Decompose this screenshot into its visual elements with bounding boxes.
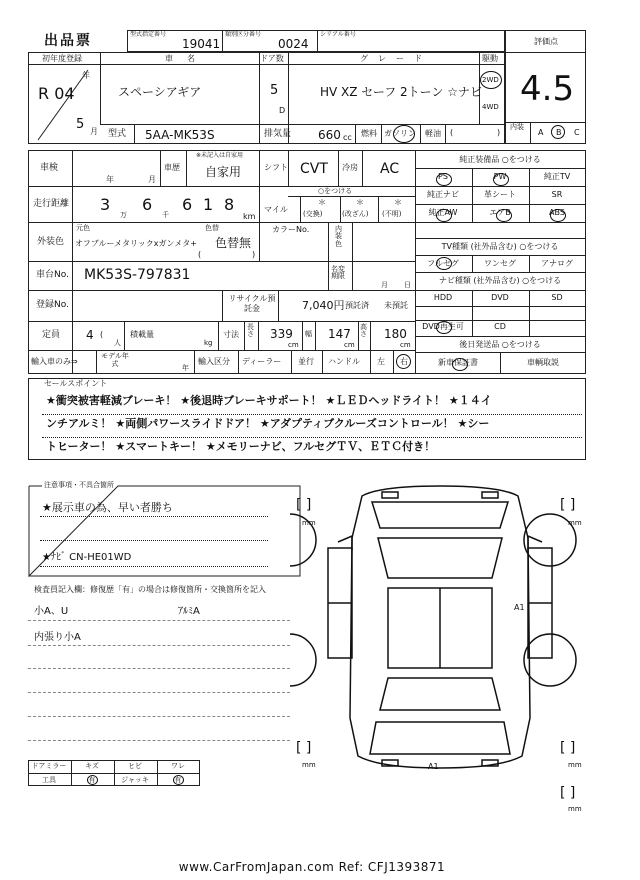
sales-label: セールスポイント	[44, 379, 108, 388]
equip-later-1: 車輌取説	[527, 358, 559, 367]
equip-row1-1: PW	[493, 172, 507, 181]
tool-h-3: ワレ	[171, 762, 185, 770]
mm-fr: mm	[568, 519, 582, 527]
abs-circle	[550, 209, 566, 222]
interior-c: C	[574, 128, 580, 137]
aw-circle	[436, 209, 452, 222]
import-label: 輸入車のみ⇒	[31, 357, 78, 366]
handle-right: 右	[400, 357, 408, 366]
recycle-paid: 預託済	[345, 301, 369, 310]
fuel-gasoline: ガソリン	[384, 129, 416, 138]
later-title: 後日発送品 ○をつける	[459, 340, 541, 349]
width-label: 幅	[305, 330, 312, 338]
sales-line-1: ★衝突被害軽減ブレーキ！ ★後退時ブレーキサポート！ ★ＬＥＤヘッドライト！ ★１４イ	[46, 394, 492, 407]
reg-no-label: 登録No.	[36, 300, 69, 310]
equip-row1-2: 純正TV	[543, 172, 571, 181]
car-name: スペーシアギア	[118, 85, 202, 99]
recycle-unpaid: 未預託	[384, 301, 408, 310]
mm-rr: mm	[568, 761, 582, 769]
import-parallel: 並行	[298, 357, 314, 366]
sheet-title: 出品票	[44, 33, 92, 49]
serial-label: シリアル番号	[320, 31, 356, 38]
car-diagram	[290, 478, 590, 778]
equip-nav1-2: SD	[551, 293, 563, 302]
shift: CVT	[300, 161, 328, 177]
mileage-digit: 6	[142, 195, 153, 214]
equip-tv-2: アナログ	[541, 259, 573, 268]
drive-4wd: 4WD	[482, 103, 499, 111]
tool-h-0: ドアミラー	[31, 762, 67, 770]
interior-label: 内装	[510, 123, 524, 131]
height-unit: cm	[400, 341, 411, 349]
equip-row1-0: PS	[438, 172, 448, 181]
score-label: 評価点	[534, 37, 558, 46]
recycle-amount: 7,040円	[302, 299, 345, 312]
width: 147	[328, 327, 351, 341]
car-name-label: 車名	[165, 54, 209, 63]
equip-later-0: 新車保証書	[438, 358, 478, 367]
interior-color-label: 内装色	[335, 225, 342, 248]
model-year-label: モデル年式	[101, 352, 129, 369]
length-label: 長さ	[247, 323, 254, 339]
mileage-digit: 1	[203, 195, 214, 214]
door-d: D	[279, 106, 286, 115]
inspection-year: 年	[106, 175, 114, 184]
equip-tv-0: フルセグ	[427, 259, 459, 268]
sales-line-2: ンチアルミ！ ★両側パワースライドドア！ ★アダプティブクルーズコントロール！ ★シー	[46, 417, 490, 430]
fuel-label: 燃料	[361, 129, 377, 138]
name-change-label: 名変期限	[331, 265, 345, 281]
equip-tv-1: ワンセグ	[484, 259, 516, 268]
usage-label: 車歴	[164, 163, 180, 172]
tool-r-3: 有	[174, 776, 182, 784]
equip-nav2-1: CD	[494, 322, 506, 331]
height-label: 高さ	[360, 323, 367, 339]
mileage-label: 走行距離	[33, 199, 70, 209]
doors-label: ドア数	[260, 54, 284, 63]
tool-r-0: 工具	[42, 776, 56, 784]
inspector-label: 検査員記入欄：修復歴「有」の場合は修復箇所・交換箇所を記入	[34, 585, 266, 594]
fullseg-circle	[436, 257, 452, 270]
name-change-month: 月	[381, 281, 388, 289]
mileage-altered: (改ざん)	[342, 210, 369, 218]
fuel-circle	[393, 125, 415, 143]
shift-label: シフト	[264, 163, 288, 172]
usage-note: ※未記入は自家用	[196, 152, 244, 159]
pw-circle	[493, 173, 509, 186]
mileage-unknown: (不明)	[382, 210, 402, 218]
vehicle-type: 5AA-MK53S	[145, 128, 215, 142]
repaint: 色替無	[215, 236, 252, 250]
mileage-sen: 千	[162, 211, 169, 219]
equip-nav1-1: DVD	[491, 293, 509, 302]
note-line-1: ★展示車の為、早い者勝ち	[42, 501, 173, 514]
drive-label: 駆動	[482, 54, 498, 63]
usage: 自家用	[205, 165, 242, 179]
equip-row3-0: 純正AW	[428, 208, 458, 217]
equip-row2-1: 革シート	[484, 190, 516, 199]
nav-title: ナビ種類 (社外品含む) ○をつける	[438, 276, 562, 285]
mm-fl: mm	[302, 519, 316, 527]
name-change-day: 日	[404, 281, 411, 289]
tool-circle	[87, 775, 98, 785]
inspection-month: 月	[148, 175, 156, 184]
first-reg-month: 5	[76, 117, 85, 132]
mileage-circle-note: ○をつける	[318, 187, 353, 195]
drive-2wd-circle	[480, 71, 502, 89]
handle-right-circle	[396, 354, 411, 369]
first-reg-era: R 04	[38, 84, 75, 103]
notes-frame	[28, 480, 302, 578]
equip-nav1-0: HDD	[433, 293, 453, 302]
vin-label: 車台No.	[36, 270, 69, 280]
dims-label: 寸法	[223, 330, 239, 339]
handle-left: 左	[377, 357, 385, 366]
door-count: 5	[270, 83, 279, 98]
equip-row2-2: SR	[551, 190, 563, 199]
load-unit: kg	[204, 339, 213, 347]
year-unit: 年	[82, 71, 90, 80]
equip-row3-2: ABS	[549, 208, 565, 217]
orig-color-label: 元色	[76, 224, 90, 232]
model-no-label: 型式指定番号	[130, 31, 167, 38]
ps-circle	[436, 173, 452, 186]
dvd-circle	[436, 321, 452, 334]
recycle-label: リサイクル預託金	[228, 294, 276, 313]
equip-row2-0: 純正ナビ	[427, 190, 459, 199]
interior-circle	[551, 125, 565, 139]
height: 180	[384, 327, 407, 341]
note-line-3: ★ﾅﾋﾞ CN-HE01WD	[42, 552, 132, 563]
load-label: 積載量	[130, 330, 154, 339]
type-label: 型式	[108, 129, 127, 139]
grade-label: グレード	[360, 54, 432, 63]
mileage-digit: 3	[100, 195, 111, 214]
mileage-digit: 6	[182, 195, 193, 214]
mm-spare: mm	[568, 805, 582, 813]
miles-label: マイル	[264, 205, 288, 214]
capacity-unit: 人	[114, 339, 121, 347]
damage-a1-rear: A1	[428, 762, 439, 771]
mileage-km: km	[243, 212, 256, 221]
tool-h-1: キズ	[85, 762, 99, 770]
footer-ref: www.CarFromJapan.com Ref: CFJ1393871	[178, 860, 446, 874]
repaint-label: 色替	[205, 224, 219, 232]
ac: AC	[380, 161, 400, 177]
color-label: 外装色	[37, 237, 65, 247]
class-no-label: 類別区分番号	[225, 31, 262, 38]
interior-a: A	[538, 128, 544, 137]
fuel-diesel: 軽油	[425, 129, 441, 138]
length-unit: cm	[288, 341, 299, 349]
mileage-exchanged: (交換)	[303, 210, 323, 218]
tv-title: TV種類 (社外品含む) ○をつける	[441, 242, 559, 251]
mileage-man: 万	[120, 211, 127, 219]
displacement-label: 排気量	[264, 129, 292, 139]
handle-label: ハンドル	[328, 357, 360, 366]
notes-label: 注意事項・不具合箇所	[44, 481, 114, 489]
model-no: 19041	[182, 37, 221, 51]
interior-b: B	[556, 128, 562, 137]
sales-line-3: トヒーター！ ★スマートキー！ ★メモリーナビ、フルセグＴＶ、ＥＴＣ付き！	[46, 440, 436, 453]
equip-nav2-0: DVD再生可	[422, 322, 464, 331]
damage-a1-side: A1	[514, 603, 525, 612]
color-no-label: カラーNo.	[272, 225, 310, 234]
jack-circle	[173, 775, 184, 785]
inspector-note-2: 内張り小A	[34, 632, 81, 643]
displacement: 660	[318, 128, 341, 142]
drive-2wd: 2WD	[482, 76, 499, 84]
grade: HV XZ セーフ 2トーン ☆ナビ	[320, 85, 483, 99]
import-class-label: 輸入区分	[198, 357, 230, 366]
airbag-circle	[496, 209, 512, 222]
disp-unit: cc	[343, 133, 352, 142]
class-no: 0024	[278, 37, 309, 51]
tool-r-2: ジャッキ	[121, 776, 149, 784]
first-reg-label: 初年度登録	[42, 54, 82, 63]
inspector-note-1b: ｱﾙﾐA	[178, 606, 200, 617]
equip-row3-1: エアB	[489, 208, 511, 217]
import-dealer: ディーラー	[242, 357, 282, 366]
length: 339	[270, 327, 293, 341]
tool-r-1: 有	[88, 776, 96, 784]
orig-color: オフブルーメタリックxガンメタ+	[75, 239, 197, 248]
mm-rl: mm	[302, 761, 316, 769]
score-value: 4.5	[520, 69, 575, 109]
ac-label: 冷房	[342, 163, 358, 172]
inspector-note-1: 小A、U	[34, 606, 69, 617]
warranty-circle	[452, 358, 468, 371]
capacity: 4	[86, 328, 94, 342]
vin: MK53S-797831	[84, 267, 191, 283]
mileage-digit: 8	[224, 195, 235, 214]
capacity-label: 定員	[42, 330, 61, 340]
equipment-title: 純正装備品 ○をつける	[459, 155, 541, 164]
inspection-label: 車検	[40, 163, 59, 173]
month-unit: 月	[90, 127, 98, 136]
width-unit: cm	[344, 341, 355, 349]
tool-h-2: ヒビ	[128, 762, 142, 770]
model-year-unit: 年	[182, 364, 189, 372]
